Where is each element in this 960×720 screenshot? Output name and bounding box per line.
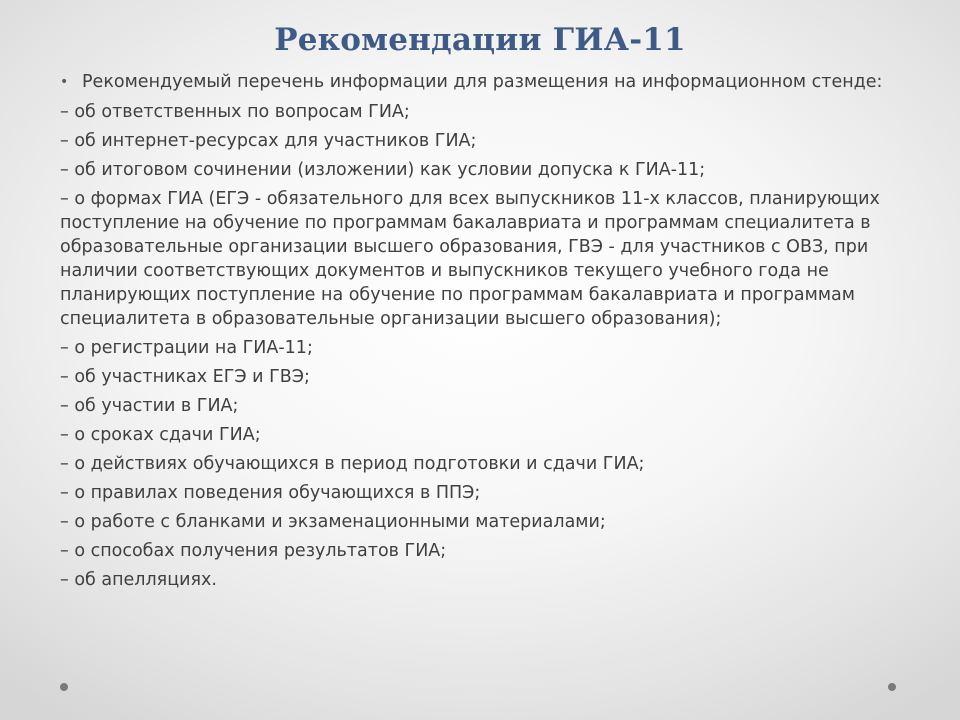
- corner-dot-icon: [888, 683, 896, 691]
- list-item-gia-forms: – о формах ГИА (ЕГЭ - обязательного для всех выпускников 11-х классов, планирующих поступление на обучение по программам бакалавриата и программам специалитета в образовательные организации высшего образования, ГВЭ - для участников с ОВЗ, при наличии соответствующих документов и выпускников текущего учебного года не планирующих поступление на обучение по программам бакалавриата и программам специалитета в образовательные организации высшего образования);: [60, 189, 880, 329]
- list-item-deadlines: – о сроках сдачи ГИА;: [60, 425, 261, 445]
- bullet-dot-icon: •: [60, 74, 69, 90]
- list-item-results: – о способах получения результатов ГИА;: [60, 541, 447, 561]
- list-item-responsible: – об ответственных по вопросам ГИА;: [60, 102, 410, 122]
- slide-content: [60, 70, 920, 597]
- list-item-internet-resources: – об интернет-ресурсах для участников ГИА;: [60, 131, 477, 151]
- list-item-student-actions: – о действиях обучающихся в период подготовки и сдачи ГИА;: [60, 454, 645, 474]
- list-item-participants: – об участниках ЕГЭ и ГВЭ;: [60, 367, 310, 387]
- list-item-registration: – о регистрации на ГИА-11;: [60, 338, 313, 358]
- list-item-appeals: – об апелляциях.: [60, 570, 217, 590]
- corner-dot-icon: [60, 683, 68, 691]
- intro-bullet: [60, 70, 920, 94]
- list-item-forms-materials: – о работе с бланками и экзаменационными материалами;: [60, 512, 606, 532]
- list-item-final-essay: – об итоговом сочинении (изложении) как условии допуска к ГИА-11;: [60, 160, 706, 180]
- list-item-participation: – об участии в ГИА;: [60, 396, 239, 416]
- intro-text: Рекомендуемый перечень информации для размещения на информационном стенде:: [82, 72, 883, 92]
- slide-title: Рекомендации ГИА-11: [274, 22, 686, 58]
- list-item-behavior-rules: – о правилах поведения обучающихся в ППЭ;: [60, 483, 481, 503]
